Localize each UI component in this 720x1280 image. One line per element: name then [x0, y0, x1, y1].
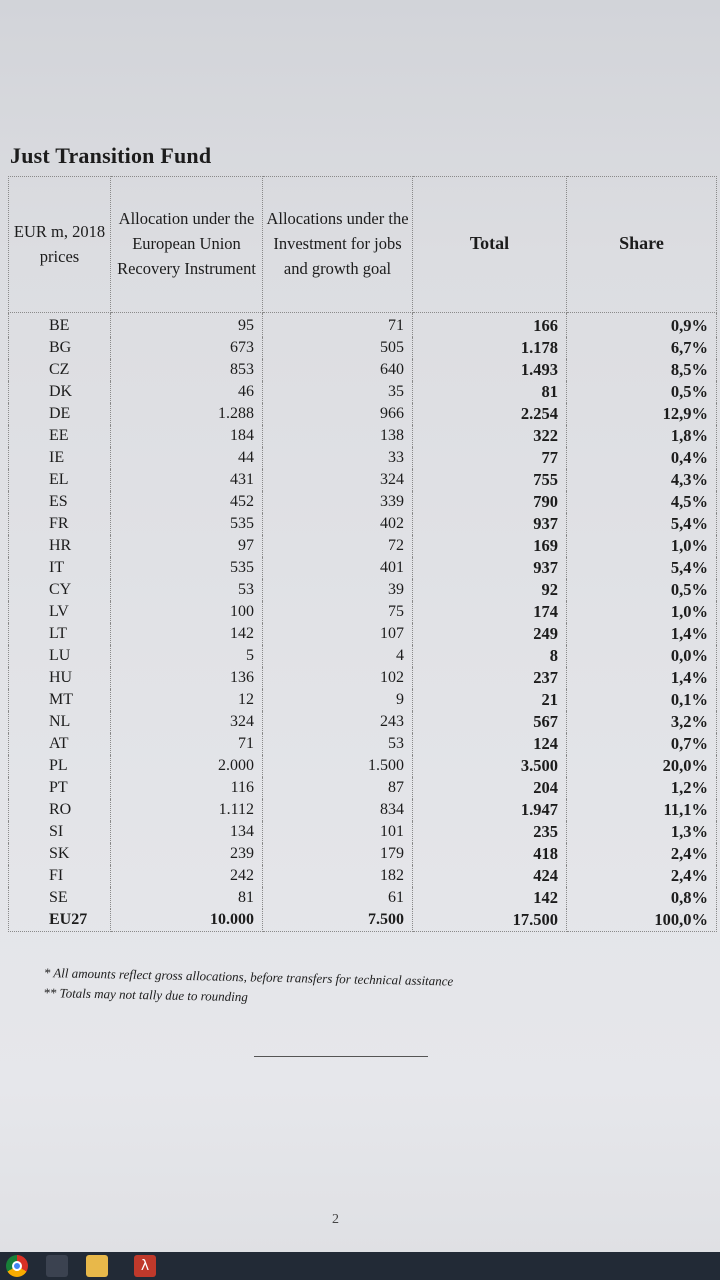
country-cell: PL [9, 755, 111, 777]
country-cell: BE [9, 313, 111, 338]
recovery-allocation-cell: 12 [111, 689, 263, 711]
country-cell: HU [9, 667, 111, 689]
share-cell: 0,4% [567, 447, 717, 469]
header-recovery-instrument: Allocation under the European Union Recovery Instrument [111, 177, 263, 313]
country-cell: LV [9, 601, 111, 623]
recovery-allocation-cell: 95 [111, 313, 263, 338]
investment-allocation-cell: 53 [263, 733, 413, 755]
table-row [9, 601, 717, 623]
table-row [9, 359, 717, 381]
recovery-allocation-cell: 5 [111, 645, 263, 667]
investment-allocation-cell: 72 [263, 535, 413, 557]
taskbar [0, 1252, 720, 1280]
files-icon[interactable] [86, 1255, 108, 1277]
recovery-allocation-cell: 97 [111, 535, 263, 557]
investment-allocation-cell: 87 [263, 777, 413, 799]
table-row [9, 513, 717, 535]
share-cell: 0,8% [567, 887, 717, 909]
country-cell: ES [9, 491, 111, 513]
recovery-allocation-cell: 46 [111, 381, 263, 403]
total-cell: 322 [413, 425, 567, 447]
table-row [9, 557, 717, 579]
total-cell: 1.493 [413, 359, 567, 381]
allocation-table [8, 176, 717, 932]
share-cell: 0,5% [567, 579, 717, 601]
table-row [9, 755, 717, 777]
country-cell: BG [9, 337, 111, 359]
investment-allocation-cell: 243 [263, 711, 413, 733]
recovery-allocation-cell: 324 [111, 711, 263, 733]
investment-allocation-cell: 7.500 [263, 909, 413, 932]
total-cell: 237 [413, 667, 567, 689]
table-row [9, 337, 717, 359]
investment-allocation-cell: 182 [263, 865, 413, 887]
table-row [9, 535, 717, 557]
table-row [9, 645, 717, 667]
share-cell: 5,4% [567, 557, 717, 579]
investment-allocation-cell: 966 [263, 403, 413, 425]
recovery-allocation-cell: 1.112 [111, 799, 263, 821]
table-row [9, 733, 717, 755]
header-total: Total [413, 177, 567, 313]
share-cell: 1,2% [567, 777, 717, 799]
share-cell: 100,0% [567, 909, 717, 932]
recovery-allocation-cell: 53 [111, 579, 263, 601]
country-cell: AT [9, 733, 111, 755]
total-cell: 249 [413, 623, 567, 645]
share-cell: 8,5% [567, 359, 717, 381]
total-cell: 169 [413, 535, 567, 557]
folder-icon[interactable] [46, 1255, 68, 1277]
recovery-allocation-cell: 44 [111, 447, 263, 469]
total-cell: 790 [413, 491, 567, 513]
share-cell: 3,2% [567, 711, 717, 733]
recovery-allocation-cell: 184 [111, 425, 263, 447]
share-cell: 0,9% [567, 313, 717, 338]
total-cell: 77 [413, 447, 567, 469]
total-cell: 1.947 [413, 799, 567, 821]
table-row [9, 865, 717, 887]
recovery-allocation-cell: 2.000 [111, 755, 263, 777]
total-cell: 937 [413, 513, 567, 535]
share-cell: 20,0% [567, 755, 717, 777]
country-cell: HR [9, 535, 111, 557]
investment-allocation-cell: 9 [263, 689, 413, 711]
total-cell: 204 [413, 777, 567, 799]
table-row [9, 425, 717, 447]
investment-allocation-cell: 102 [263, 667, 413, 689]
total-cell: 424 [413, 865, 567, 887]
investment-allocation-cell: 4 [263, 645, 413, 667]
recovery-allocation-cell: 136 [111, 667, 263, 689]
total-cell: 2.254 [413, 403, 567, 425]
country-cell: SK [9, 843, 111, 865]
recovery-allocation-cell: 100 [111, 601, 263, 623]
total-cell: 418 [413, 843, 567, 865]
country-cell: FR [9, 513, 111, 535]
country-cell: IE [9, 447, 111, 469]
table-body [9, 313, 717, 932]
investment-allocation-cell: 61 [263, 887, 413, 909]
table-row [9, 887, 717, 909]
table-total-row [9, 909, 717, 932]
recovery-allocation-cell: 673 [111, 337, 263, 359]
share-cell: 0,7% [567, 733, 717, 755]
recovery-allocation-cell: 142 [111, 623, 263, 645]
share-cell: 4,3% [567, 469, 717, 491]
recovery-allocation-cell: 242 [111, 865, 263, 887]
table-row [9, 711, 717, 733]
total-cell: 166 [413, 313, 567, 338]
recovery-allocation-cell: 116 [111, 777, 263, 799]
investment-allocation-cell: 179 [263, 843, 413, 865]
recovery-allocation-cell: 239 [111, 843, 263, 865]
country-cell: LT [9, 623, 111, 645]
investment-allocation-cell: 75 [263, 601, 413, 623]
pdf-reader-icon[interactable]: λ [134, 1255, 156, 1277]
recovery-allocation-cell: 71 [111, 733, 263, 755]
investment-allocation-cell: 35 [263, 381, 413, 403]
total-cell: 81 [413, 381, 567, 403]
country-cell: RO [9, 799, 111, 821]
table-row [9, 381, 717, 403]
total-cell: 92 [413, 579, 567, 601]
share-cell: 5,4% [567, 513, 717, 535]
document-title: Just Transition Fund [10, 143, 212, 168]
country-cell: DK [9, 381, 111, 403]
total-cell: 174 [413, 601, 567, 623]
share-cell: 2,4% [567, 843, 717, 865]
investment-allocation-cell: 505 [263, 337, 413, 359]
country-cell: EL [9, 469, 111, 491]
total-cell: 755 [413, 469, 567, 491]
country-cell: CZ [9, 359, 111, 381]
investment-allocation-cell: 33 [263, 447, 413, 469]
investment-allocation-cell: 101 [263, 821, 413, 843]
total-cell: 21 [413, 689, 567, 711]
footnote-gross-allocations: * All amounts reflect gross allocations, before transfers for technical assitance [43, 964, 454, 989]
investment-allocation-cell: 138 [263, 425, 413, 447]
investment-allocation-cell: 339 [263, 491, 413, 513]
share-cell: 2,4% [567, 865, 717, 887]
investment-allocation-cell: 1.500 [263, 755, 413, 777]
table-row [9, 799, 717, 821]
share-cell: 6,7% [567, 337, 717, 359]
country-cell: CY [9, 579, 111, 601]
table-header-row [9, 177, 717, 313]
page-number: 2 [332, 1212, 339, 1227]
share-cell: 4,5% [567, 491, 717, 513]
investment-allocation-cell: 402 [263, 513, 413, 535]
table-row [9, 469, 717, 491]
investment-allocation-cell: 640 [263, 359, 413, 381]
table-row [9, 777, 717, 799]
country-cell: FI [9, 865, 111, 887]
share-cell: 1,4% [567, 623, 717, 645]
share-cell: 0,1% [567, 689, 717, 711]
header-eur-m: EUR m, 2018 prices [9, 177, 111, 313]
investment-allocation-cell: 39 [263, 579, 413, 601]
country-cell: MT [9, 689, 111, 711]
share-cell: 1,0% [567, 535, 717, 557]
total-cell: 8 [413, 645, 567, 667]
table-row [9, 689, 717, 711]
recovery-allocation-cell: 431 [111, 469, 263, 491]
total-cell: 17.500 [413, 909, 567, 932]
table-row [9, 313, 717, 338]
country-cell: EE [9, 425, 111, 447]
recovery-allocation-cell: 853 [111, 359, 263, 381]
total-cell: 142 [413, 887, 567, 909]
country-cell: LU [9, 645, 111, 667]
table-row [9, 491, 717, 513]
investment-allocation-cell: 71 [263, 313, 413, 338]
table-row [9, 821, 717, 843]
table-row [9, 843, 717, 865]
country-cell: DE [9, 403, 111, 425]
country-cell: SI [9, 821, 111, 843]
country-cell: PT [9, 777, 111, 799]
share-cell: 11,1% [567, 799, 717, 821]
recovery-allocation-cell: 535 [111, 513, 263, 535]
chrome-icon[interactable] [6, 1255, 28, 1277]
table-row [9, 667, 717, 689]
total-cell: 567 [413, 711, 567, 733]
table-row [9, 447, 717, 469]
share-cell: 1,0% [567, 601, 717, 623]
share-cell: 1,8% [567, 425, 717, 447]
recovery-allocation-cell: 1.288 [111, 403, 263, 425]
footnote-rounding: ** Totals may not tally due to rounding [43, 984, 249, 1005]
table-row [9, 623, 717, 645]
recovery-allocation-cell: 452 [111, 491, 263, 513]
country-cell: EU27 [9, 909, 111, 932]
country-cell: IT [9, 557, 111, 579]
investment-allocation-cell: 107 [263, 623, 413, 645]
country-cell: NL [9, 711, 111, 733]
table-row [9, 403, 717, 425]
share-cell: 12,9% [567, 403, 717, 425]
header-share: Share [567, 177, 717, 313]
recovery-allocation-cell: 134 [111, 821, 263, 843]
total-cell: 3.500 [413, 755, 567, 777]
recovery-allocation-cell: 10.000 [111, 909, 263, 932]
share-cell: 0,5% [567, 381, 717, 403]
investment-allocation-cell: 401 [263, 557, 413, 579]
total-cell: 235 [413, 821, 567, 843]
share-cell: 1,3% [567, 821, 717, 843]
table-row [9, 579, 717, 601]
recovery-allocation-cell: 81 [111, 887, 263, 909]
footer-rule [254, 1056, 428, 1057]
recovery-allocation-cell: 535 [111, 557, 263, 579]
total-cell: 1.178 [413, 337, 567, 359]
country-cell: SE [9, 887, 111, 909]
investment-allocation-cell: 834 [263, 799, 413, 821]
share-cell: 1,4% [567, 667, 717, 689]
header-investment-jobs-growth: Allocations under the Investment for jobs and growth goal [263, 177, 413, 313]
footnotes [43, 963, 453, 1012]
investment-allocation-cell: 324 [263, 469, 413, 491]
total-cell: 937 [413, 557, 567, 579]
share-cell: 0,0% [567, 645, 717, 667]
total-cell: 124 [413, 733, 567, 755]
